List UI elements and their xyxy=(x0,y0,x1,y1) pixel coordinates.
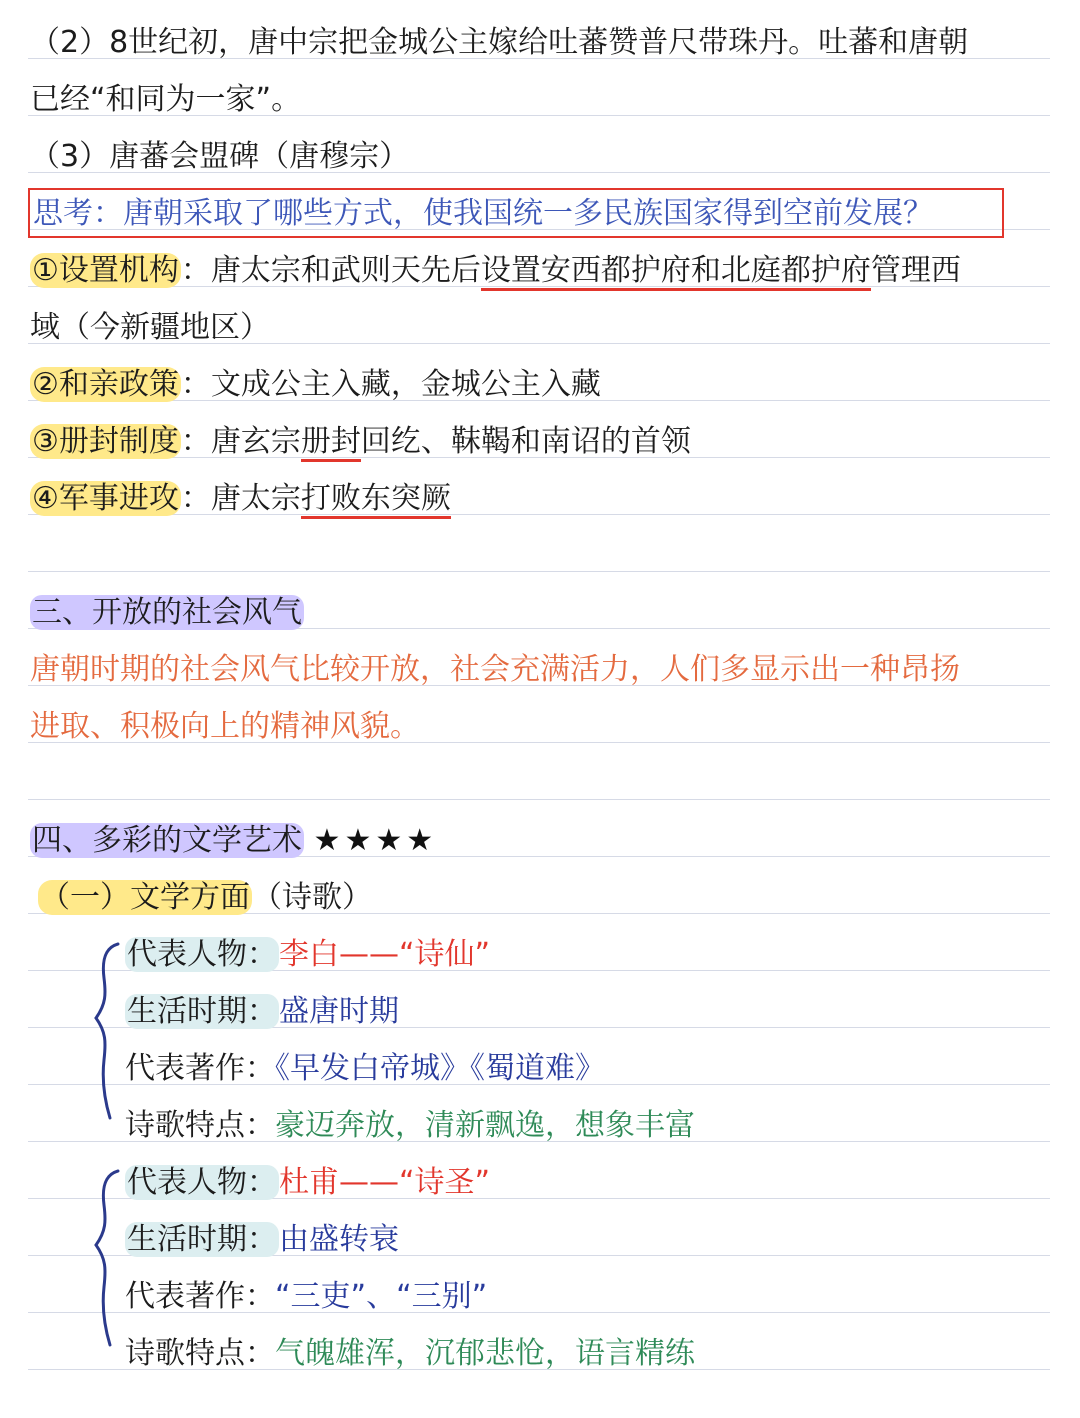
method-3-underlined: 册封 xyxy=(301,424,361,462)
poet-2-rep-label: 代表人物： xyxy=(127,1165,277,1200)
poet-2-era xyxy=(125,1211,399,1268)
method-2-text: ：文成公主入藏，金城公主入藏 xyxy=(180,367,601,402)
ruled-line xyxy=(28,571,1050,572)
method-2-tag: ②和亲政策 xyxy=(32,367,179,402)
poet-2-style-value: 气魄雄浑，沉郁悲怆，语言精练 xyxy=(275,1336,695,1371)
method-1-underlined: 设置安西都护府和北庭都护府 xyxy=(481,253,871,291)
method-1-colon: ： xyxy=(180,253,211,288)
method-4-tag: ④军事进攻 xyxy=(32,481,179,516)
poet-2-works-value: “三吏”、“三别” xyxy=(275,1279,488,1314)
poet-1-style-label: 诗歌特点： xyxy=(125,1108,275,1143)
method-3 xyxy=(30,413,691,470)
method-3-tag: ③册封制度 xyxy=(32,424,179,459)
poet-1-works-label: 代表著作： xyxy=(125,1051,275,1086)
poet-1-rep-label: 代表人物： xyxy=(127,937,277,972)
method-2 xyxy=(30,356,601,413)
method-1-pre: 唐太宗和武则天先后 xyxy=(210,253,481,288)
method-4-underlined: 打败东突厥 xyxy=(301,481,451,519)
method-4 xyxy=(30,470,451,527)
poet-1-style xyxy=(125,1097,695,1154)
ruled-line xyxy=(28,799,1050,800)
text-line-jincheng: （2）8世纪初，唐中宗把金城公主嫁给吐蕃赞普尺带珠丹。吐蕃和唐朝 xyxy=(30,25,969,60)
poet-1-representative xyxy=(125,926,490,983)
think-question: 思考：唐朝采取了哪些方式，使我国统一多民族国家得到空前发展？ xyxy=(33,196,933,231)
text-line-huimengbei: （3）唐蕃会盟碑（唐穆宗） xyxy=(30,139,410,174)
poet-2-rep-value: 杜甫——“诗圣” xyxy=(279,1165,491,1200)
text-line-hetong: 已经“和同为一家”。 xyxy=(30,82,302,117)
method-3-pre: ：唐玄宗 xyxy=(180,424,301,459)
poet-1-era-label: 生活时期： xyxy=(127,994,277,1029)
method-1-continued: 域（今新疆地区） xyxy=(30,310,270,345)
poet-1-works xyxy=(125,1040,605,1097)
section-4-title: 四、多彩的文学艺术 xyxy=(32,823,302,858)
poet-1-works-value: 《早发白帝城》《蜀道难》 xyxy=(275,1051,605,1086)
poet-2-era-value: 由盛转衰 xyxy=(279,1222,399,1257)
subsection-literature xyxy=(38,869,372,926)
section-4-heading xyxy=(30,812,437,869)
poet-2-style xyxy=(125,1325,695,1382)
poet-2-representative xyxy=(125,1154,490,1211)
brace-icon xyxy=(88,938,124,1122)
poet-1-era-value: 盛唐时期 xyxy=(279,994,399,1029)
star-rating: ★★★★ xyxy=(313,823,438,858)
poet-2-era-label: 生活时期： xyxy=(127,1222,277,1257)
method-1-tag: ①设置机构 xyxy=(32,253,179,288)
section-3-paragraph-2: 进取、积极向上的精神风貌。 xyxy=(30,709,420,744)
poet-2-works-label: 代表著作： xyxy=(125,1279,275,1314)
poet-2-works xyxy=(125,1268,487,1325)
poet-1-style-value: 豪迈奔放，清新飘逸，想象丰富 xyxy=(275,1108,695,1143)
subsection-literature-tag: （一）文学方面 xyxy=(40,880,250,915)
section-3-heading xyxy=(30,584,304,641)
method-3-post: 回纥、靺鞨和南诏的首领 xyxy=(360,424,691,459)
method-1-post: 管理西 xyxy=(870,253,961,288)
section-3-paragraph-1: 唐朝时期的社会风气比较开放，社会充满活力，人们多显示出一种昂扬 xyxy=(30,652,960,687)
poet-2-style-label: 诗歌特点： xyxy=(125,1336,275,1371)
poet-1-rep-value: 李白——“诗仙” xyxy=(279,937,491,972)
subsection-literature-rest: （诗歌） xyxy=(252,880,372,915)
brace-icon xyxy=(88,1165,124,1349)
method-1 xyxy=(30,242,961,299)
poet-1-era xyxy=(125,983,399,1040)
method-4-pre: ：唐太宗 xyxy=(180,481,301,516)
section-3-title: 三、开放的社会风气 xyxy=(32,595,302,630)
